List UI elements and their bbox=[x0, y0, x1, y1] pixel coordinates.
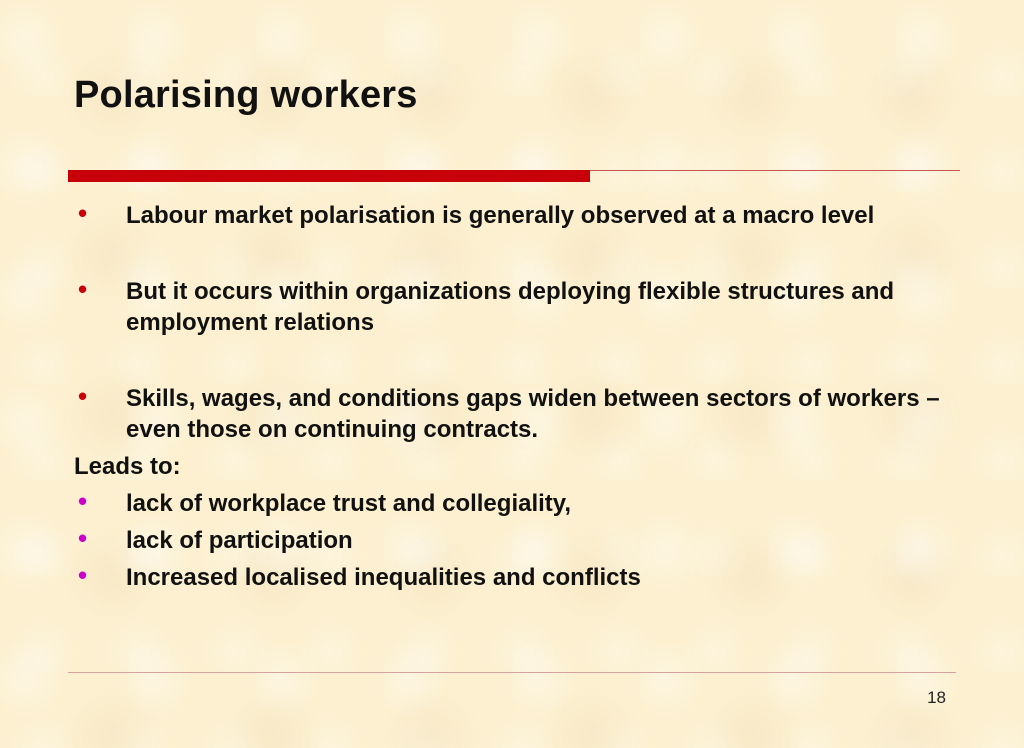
bullet-text: Skills, wages, and conditions gaps widen between sectors of workers – even those on continuing contracts. bbox=[126, 385, 940, 443]
title-divider-thin bbox=[590, 170, 960, 171]
bullet-item bbox=[74, 276, 954, 338]
bullet-dot-icon: • bbox=[78, 381, 88, 411]
bullet-item bbox=[74, 383, 954, 445]
bullet-item bbox=[74, 200, 954, 231]
bullet-dot-icon: • bbox=[78, 274, 88, 304]
slide-title: Polarising workers bbox=[74, 74, 418, 116]
bullet-dot-icon: • bbox=[78, 198, 88, 228]
sub-bullet-item bbox=[74, 562, 954, 593]
footer-divider bbox=[68, 672, 956, 673]
sub-bullet-item bbox=[74, 488, 954, 519]
bullet-text: Labour market polarisation is generally observed at a macro level bbox=[126, 202, 875, 229]
bullet-text: But it occurs within organizations deploying flexible structures and employment relations bbox=[126, 278, 895, 336]
sub-bullet-dot-icon: • bbox=[78, 486, 88, 516]
sub-bullet-text: Increased localised inequalities and conflicts bbox=[126, 564, 641, 591]
page-number: 18 bbox=[927, 688, 946, 707]
sub-bullet-dot-icon: • bbox=[78, 560, 88, 590]
sub-bullet-item bbox=[74, 525, 954, 556]
sub-bullet-text: lack of workplace trust and collegiality, bbox=[126, 490, 572, 517]
title-divider-thick bbox=[68, 170, 590, 182]
leads-to-label: Leads to: bbox=[74, 453, 181, 480]
sub-bullet-dot-icon: • bbox=[78, 523, 88, 553]
slide-body bbox=[74, 200, 954, 599]
sub-bullet-text: lack of participation bbox=[126, 527, 353, 554]
